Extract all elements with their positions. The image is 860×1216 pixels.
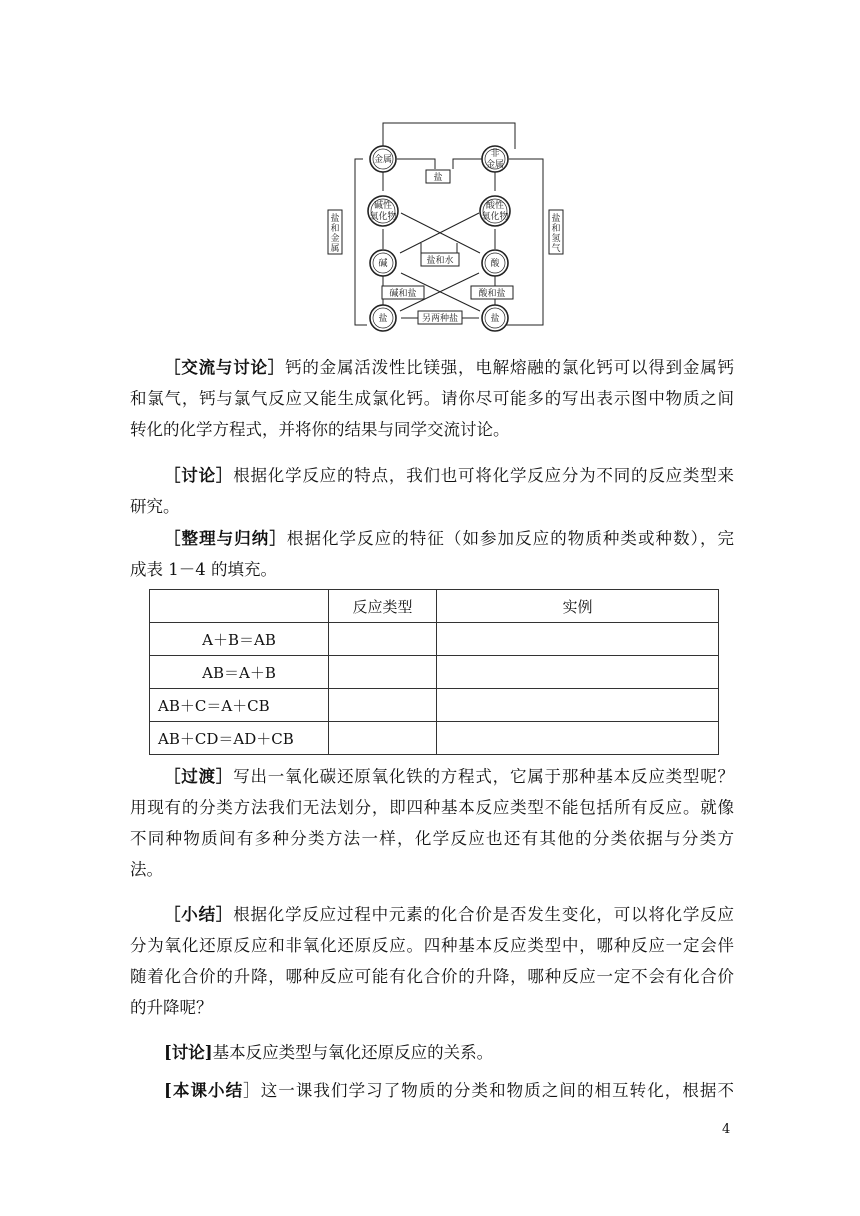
nonmetal-label-1: 非 (490, 149, 500, 159)
table-header-cell: 反应类型 (329, 590, 437, 623)
table-cell-example[interactable] (437, 722, 719, 755)
paragraph-line (130, 899, 734, 930)
paragraph-line: 不同种物质间有多种分类方法一样，化学反应也还有其他的分类依据与分类方 (130, 829, 734, 848)
paragraph-line: 随着化合价的升降，哪种反应可能有化合价的升降，哪种反应一定不会有化合价 (130, 967, 734, 986)
left-side-label-2: 和 (330, 224, 340, 234)
paragraph-line: 成表 1－4 的填充。 (130, 560, 277, 579)
table-cell-type[interactable] (329, 689, 437, 722)
table-row (150, 689, 719, 722)
right-loop-line (503, 159, 543, 325)
paragraph-line: 研究。 (130, 497, 180, 516)
substance-conversion-diagram (325, 115, 570, 337)
exchange-discussion-paragraph (130, 352, 734, 445)
metal-to-salt-line (397, 159, 435, 169)
paragraph-line: 法。 (130, 860, 163, 879)
right-side-label-3: 氢 (551, 234, 561, 244)
paragraph-text: 写出一氧化碳还原氧化铁的方程式，它属于那种基本反应类型呢？ (233, 767, 734, 786)
table-row (150, 623, 719, 656)
paragraph-line (130, 761, 734, 792)
discussion-paragraph (130, 460, 734, 522)
left-loop-line (355, 159, 367, 325)
table-cell-example[interactable] (437, 656, 719, 689)
table-header-row (150, 590, 719, 623)
paragraph-line: 和氯气，钙与氯气反应又能生成氯化钙。请你尽可能多的写出表示图中物质之间 (130, 389, 734, 408)
section-heading: ［小结］ (164, 905, 234, 924)
table-cell-type[interactable] (329, 623, 437, 656)
acidic-oxide-label-2: 氧化物 (481, 212, 509, 222)
nonmetal-label-2: 金属 (485, 160, 505, 170)
left-side-label-3: 金 (330, 234, 340, 244)
section-heading: [讨论] (164, 1043, 213, 1062)
section-heading: ［过渡］ (164, 767, 234, 786)
right-side-label-1: 盐 (551, 214, 561, 224)
salt-top-label: 盐 (433, 173, 443, 183)
two-salts-label: 另两种盐 (421, 314, 459, 324)
paragraph-line (130, 1037, 734, 1068)
table-header-cell (150, 590, 329, 623)
table-cell-type[interactable] (329, 656, 437, 689)
salt-left-label: 盐 (378, 314, 388, 324)
page-number: 4 (722, 1122, 731, 1137)
table-cell-example[interactable] (437, 623, 719, 656)
paragraph-line (130, 352, 734, 383)
base-label: 碱 (378, 259, 388, 269)
paragraph-line (130, 1075, 734, 1106)
acidic-oxide-label-1: 酸性 (485, 201, 505, 211)
paragraph-text: 钙的金属活泼性比镁强，电解熔融的氯化钙可以得到金属钙 (285, 358, 734, 377)
base-salt-label: 碱和盐 (389, 289, 417, 299)
table-cell-formula: AB＝A＋B (150, 656, 329, 689)
salt-water-label: 盐和水 (426, 256, 454, 266)
reaction-type-table (149, 589, 719, 755)
table-cell-formula: AB＋C＝A＋CB (150, 689, 329, 722)
left-side-label-4: 属 (330, 244, 340, 254)
right-side-label-4: 气 (551, 244, 561, 254)
basic-oxide-label-2: 氧化物 (369, 212, 397, 222)
summary-induction-paragraph (130, 523, 734, 585)
section-heading: ［整理与归纳］ (164, 529, 287, 548)
paragraph-line: 的升降呢？ (130, 998, 213, 1017)
salt-right-label: 盐 (490, 314, 500, 324)
transition-paragraph (130, 761, 734, 885)
table-cell-type[interactable] (329, 722, 437, 755)
paragraph-text: 根据化学反应的特征（如参加反应的物质种类或种数），完 (286, 529, 735, 548)
section-heading: [本课小结 (164, 1081, 244, 1100)
paragraph-line (130, 460, 734, 491)
relationship-discussion-paragraph (130, 1037, 734, 1068)
right-side-label-2: 和 (551, 224, 561, 234)
paragraph-text: 根据化学反应的特点，我们也可将化学反应分为不同的反应类型来 (233, 466, 734, 485)
acid-label: 酸 (490, 259, 500, 269)
table-header-cell: 实例 (437, 590, 719, 623)
basic-oxide-label-1: 碱性 (373, 201, 393, 211)
metal-label: 金属 (373, 155, 393, 165)
brief-summary-paragraph (130, 899, 734, 1023)
paragraph-line (130, 523, 734, 554)
paragraph-text: 根据化学反应过程中元素的化合价是否发生变化，可以将化学反应 (233, 905, 734, 924)
table-row (150, 656, 719, 689)
section-heading: ［交流与讨论］ (164, 358, 286, 377)
table-cell-formula: AB＋CD＝AD＋CB (150, 722, 329, 755)
lesson-summary-paragraph (130, 1075, 734, 1106)
paragraph-line: 转化的化学方程式，并将你的结果与同学交流讨论。 (130, 420, 510, 439)
paragraph-line: 用现有的分类方法我们无法划分，即四种基本反应类型不能包括所有反应。就像 (130, 798, 734, 817)
table-cell-formula: A＋B＝AB (150, 623, 329, 656)
table-cell-example[interactable] (437, 689, 719, 722)
paragraph-text: 基本反应类型与氧化还原反应的关系。 (212, 1043, 494, 1062)
paragraph-text: ］这一课我们学习了物质的分类和物质之间的相互转化，根据不 (243, 1081, 735, 1100)
paragraph-line: 分为氧化还原反应和非氧化还原反应。四种基本反应类型中，哪种反应一定会伴 (130, 936, 734, 955)
left-side-label-1: 盐 (330, 214, 340, 224)
table-row (150, 722, 719, 755)
section-heading: ［讨论］ (164, 466, 234, 485)
acid-salt-label: 酸和盐 (478, 289, 506, 299)
top-connector-line (383, 123, 515, 149)
